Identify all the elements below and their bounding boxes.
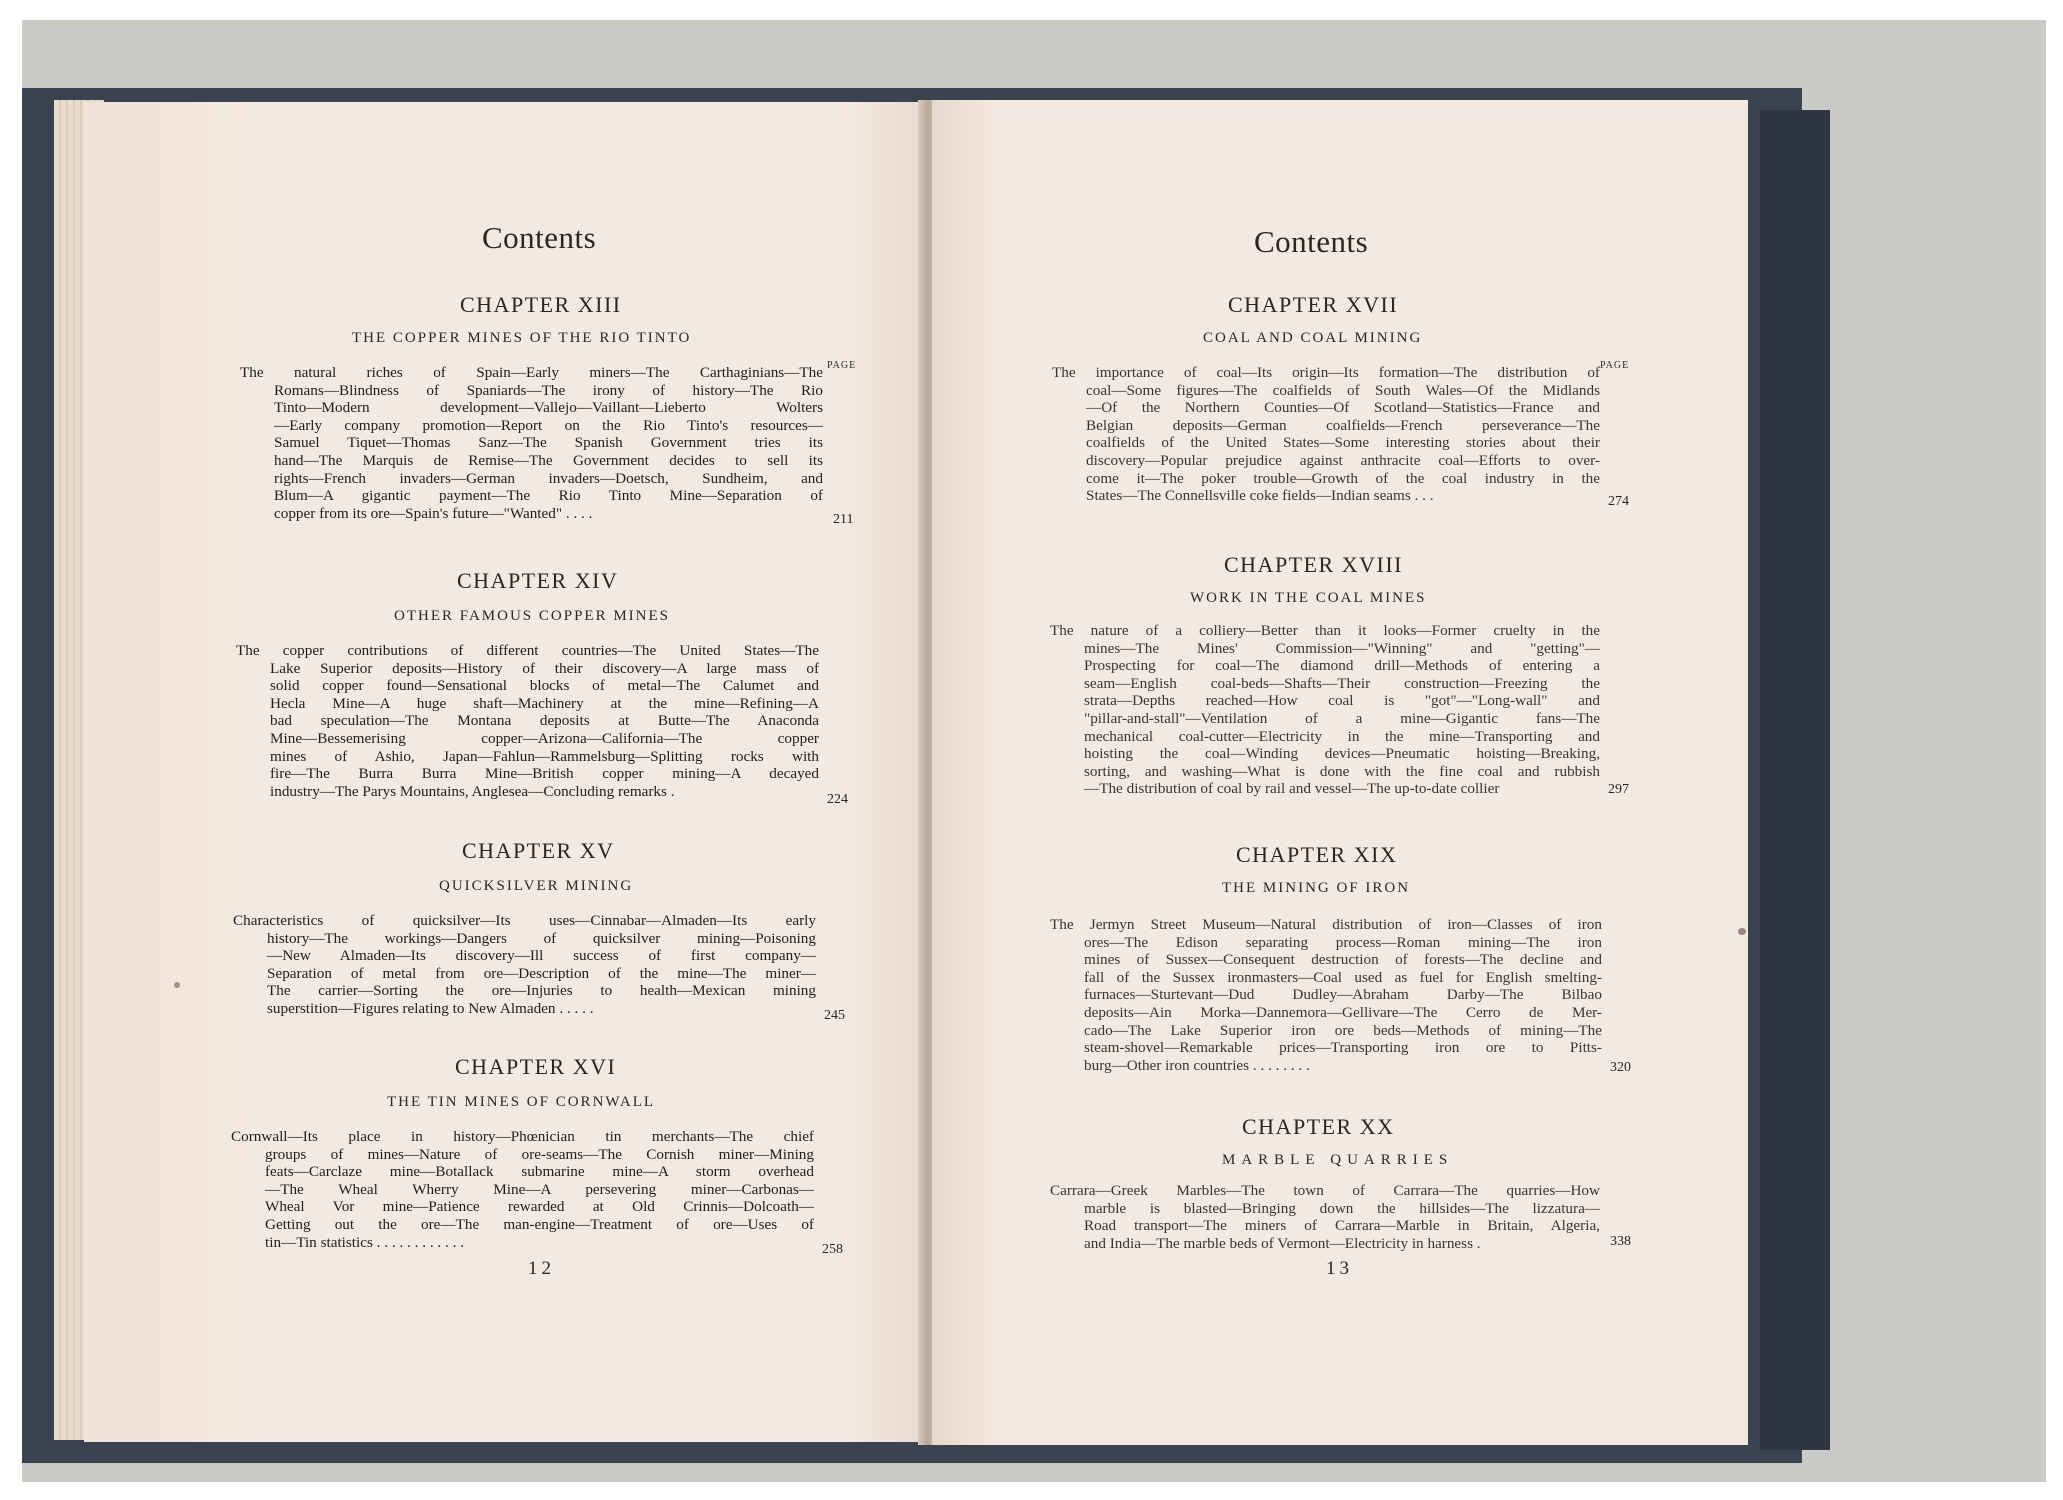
chapter-heading: CHAPTER XVI — [455, 1054, 617, 1079]
summary-line: Hecla Mine—A huge shaft—Machinery at the mine—Refining—A — [270, 694, 819, 712]
chapter-heading: CHAPTER XIX — [1236, 842, 1398, 867]
summary-line: "pillar-and-stall"—Ventilation of a mine—Gigantic fans—The — [1084, 709, 1600, 727]
chapter-heading: CHAPTER XVII — [1228, 292, 1399, 317]
summary-line: burg—Other iron countries . . . . . . . . — [1084, 1056, 1310, 1074]
chapter-heading: CHAPTER XX — [1242, 1114, 1395, 1139]
right-page — [932, 100, 1748, 1445]
summary-line: The importance of coal—Its origin—Its formation—The distribution of — [1052, 364, 1600, 381]
summary-line: Wheal Vor mine—Patience rewarded at Old Crinnis—Dolcoath— — [265, 1198, 814, 1216]
summary-line: and India—The marble beds of Vermont—Electricity in harness . — [1084, 1234, 1481, 1252]
page-column-label: PAGE — [1600, 360, 1630, 371]
summary-line: hand—The Marquis de Remise—The Government decides to sell its — [274, 451, 823, 469]
summary-line: copper from its ore—Spain's future—"Wanted" . . . . — [274, 504, 593, 522]
summary-line: strata—Depths reached—How coal is "got"—"Long-wall" and — [1084, 692, 1600, 710]
chapter-title: THE COPPER MINES OF THE RIO TINTO — [352, 330, 692, 346]
summary-line: sorting, and washing—What is done with the fine coal and rubbish — [1084, 762, 1600, 780]
summary-line: feats—Carclaze mine—Botallack submarine mine—A storm overhead — [265, 1163, 814, 1181]
summary-line: solid copper found—Sensational blocks of metal—The Calumet and — [270, 677, 819, 695]
summary-line: deposits—Ain Morka—Dannemora—Gellivare—The Cerro de Mer- — [1084, 1003, 1602, 1021]
page-number: 224 — [827, 792, 848, 807]
summary-line: Belgian deposits—German coalfields—French perseverance—The — [1086, 416, 1600, 434]
chapter-title: THE MINING OF IRON — [1222, 880, 1411, 896]
page-number: 297 — [1608, 782, 1629, 797]
summary-line: —Early company promotion—Report on the Rio Tinto's resources— — [274, 416, 823, 434]
chapter-summary — [1050, 1182, 1600, 1252]
summary-line: coalfields of the United States—Some interesting stories about their — [1086, 434, 1600, 452]
summary-line: The carrier—Sorting the ore—Injuries to health—Mexican mining — [267, 982, 816, 1000]
summary-line: rights—French invaders—German invaders—Doetsch, Sundheim, and — [274, 469, 823, 487]
chapter-title: QUICKSILVER MINING — [439, 878, 634, 894]
chapter-summary — [1050, 916, 1602, 1074]
summary-line: Lake Superior deposits—History of their discovery—A large mass of — [270, 659, 819, 677]
summary-line: The natural riches of Spain—Early miners—The Carthaginians—The — [240, 364, 823, 381]
page-number: 320 — [1610, 1060, 1631, 1075]
chapter-summary — [1050, 622, 1600, 798]
summary-line: ores—The Edison separating process—Roman mining—The iron — [1084, 933, 1602, 951]
chapter-title: COAL AND COAL MINING — [1203, 330, 1423, 346]
chapter-title: MARBLE QUARRIES — [1222, 1152, 1454, 1168]
summary-line: fall of the Sussex ironmasters—Coal used as fuel for English smelting- — [1084, 968, 1602, 986]
summary-line: —The distribution of coal by rail and vessel—The up-to-date collier — [1084, 780, 1500, 798]
summary-line: seam—English coal-beds—Shafts—Their construction—Freezing the — [1084, 674, 1600, 692]
summary-line: Characteristics of quicksilver—Its uses—Cinnabar—Almaden—Its early — [233, 912, 816, 929]
chapter-summary — [236, 642, 819, 800]
summary-line: fire—The Burra Burra Mine—British copper mining—A decayed — [270, 765, 819, 783]
summary-line: bad speculation—The Montana deposits at Butte—The Anaconda — [270, 712, 819, 730]
page-number: 258 — [822, 1242, 843, 1257]
chapter-heading: CHAPTER XVIII — [1224, 552, 1403, 577]
summary-line: The Jermyn Street Museum—Natural distribution of iron—Classes of iron — [1050, 916, 1602, 933]
summary-line: history—The workings—Dangers of quicksilver mining—Poisoning — [267, 929, 816, 947]
summary-line: mines—The Mines' Commission—"Winning" and "getting"— — [1084, 639, 1600, 657]
summary-line: Getting out the ore—The man-engine—Treatment of ore—Uses of — [265, 1215, 814, 1233]
page-number: 338 — [1610, 1234, 1631, 1249]
left-page — [84, 102, 928, 1442]
ink-speck — [1738, 928, 1746, 935]
book-cover-edge — [1760, 110, 1830, 1450]
page-title: Contents — [1254, 224, 1369, 259]
summary-line: cado—The Lake Superior iron ore beds—Methods of mining—The — [1084, 1021, 1602, 1039]
chapter-heading: CHAPTER XIII — [460, 292, 622, 317]
summary-line: discovery—Popular prejudice against anthracite coal—Efforts to over- — [1086, 451, 1600, 469]
page-number: 274 — [1608, 494, 1629, 509]
summary-line: Cornwall—Its place in history—Phœnician tin merchants—The chief — [231, 1128, 814, 1145]
summary-line: Samuel Tiquet—Thomas Sanz—The Spanish Government tries its — [274, 434, 823, 452]
chapter-title: WORK IN THE COAL MINES — [1190, 590, 1427, 606]
summary-line: Tinto—Modern development—Vallejo—Vaillant—Lieberto Wolters — [274, 399, 823, 417]
summary-line: tin—Tin statistics . . . . . . . . . . . . — [265, 1233, 465, 1251]
summary-line: Carrara—Greek Marbles—The town of Carrara—The quarries—How — [1050, 1182, 1600, 1199]
chapter-title: THE TIN MINES OF CORNWALL — [387, 1094, 656, 1110]
summary-line: hoisting the coal—Winding devices—Pneumatic hoisting—Breaking, — [1084, 745, 1600, 763]
summary-line: mechanical coal-cutter—Electricity in the mine—Transporting and — [1084, 727, 1600, 745]
chapter-summary — [1052, 364, 1600, 505]
summary-line: mines of Sussex—Consequent destruction of forests—The decline and — [1084, 951, 1602, 969]
summary-line: mines of Ashio, Japan—Fahlun—Rammelsburg—Splitting rocks with — [270, 747, 819, 765]
summary-line: Road transport—The miners of Carrara—Marble in Britain, Algeria, — [1084, 1217, 1600, 1235]
summary-line: The nature of a colliery—Better than it looks—Former cruelty in the — [1050, 622, 1600, 639]
summary-line: groups of mines—Nature of ore-seams—The Cornish miner—Mining — [265, 1145, 814, 1163]
page-column-label: PAGE — [827, 360, 857, 371]
summary-line: Blum—A gigantic payment—The Rio Tinto Mine—Separation of — [274, 487, 823, 505]
summary-line: superstition—Figures relating to New Almaden . . . . . — [267, 999, 594, 1017]
summary-line: The copper contributions of different countries—The United States—The — [236, 642, 819, 659]
summary-line: —New Almaden—Its discovery—Ill success of first company— — [267, 947, 816, 965]
chapter-summary — [240, 364, 823, 522]
chapter-title: OTHER FAMOUS COPPER MINES — [394, 608, 671, 624]
summary-line: —The Wheal Wherry Mine—A persevering miner—Carbonas— — [265, 1180, 814, 1198]
summary-line: marble is blasted—Bringing down the hillsides—The lizzatura— — [1084, 1199, 1600, 1217]
summary-line: Prospecting for coal—The diamond drill—Methods of entering a — [1084, 657, 1600, 675]
summary-line: industry—The Parys Mountains, Anglesea—Concluding remarks . — [270, 782, 675, 800]
chapter-heading: CHAPTER XIV — [457, 568, 619, 593]
ink-speck — [174, 982, 180, 988]
summary-line: come it—The poker trouble—Growth of the coal industry in the — [1086, 469, 1600, 487]
summary-line: —Of the Northern Counties—Of Scotland—Statistics—France and — [1086, 399, 1600, 417]
summary-line: Separation of metal from ore—Description of the mine—The miner— — [267, 964, 816, 982]
chapter-summary — [231, 1128, 814, 1251]
page-title: Contents — [482, 220, 597, 255]
summary-line: steam-shovel—Remarkable prices—Transporting iron ore to Pitts- — [1084, 1039, 1602, 1057]
chapter-heading: CHAPTER XV — [462, 838, 615, 863]
page-number: 211 — [833, 512, 854, 527]
summary-line: coal—Some figures—The coalfields of South Wales—Of the Midlands — [1086, 381, 1600, 399]
summary-line: Mine—Bessemerising copper—Arizona—California—The copper — [270, 729, 819, 747]
summary-line: States—The Connellsville coke fields—Indian seams . . . — [1086, 487, 1434, 505]
page-number: 245 — [824, 1008, 845, 1023]
page-folio: 12 — [528, 1258, 555, 1279]
chapter-summary — [233, 912, 816, 1018]
summary-line: Romans—Blindness of Spaniards—The irony of history—The Rio — [274, 381, 823, 399]
page-folio: 13 — [1326, 1258, 1353, 1279]
summary-line: furnaces—Sturtevant—Dud Dudley—Abraham Darby—The Bilbao — [1084, 986, 1602, 1004]
